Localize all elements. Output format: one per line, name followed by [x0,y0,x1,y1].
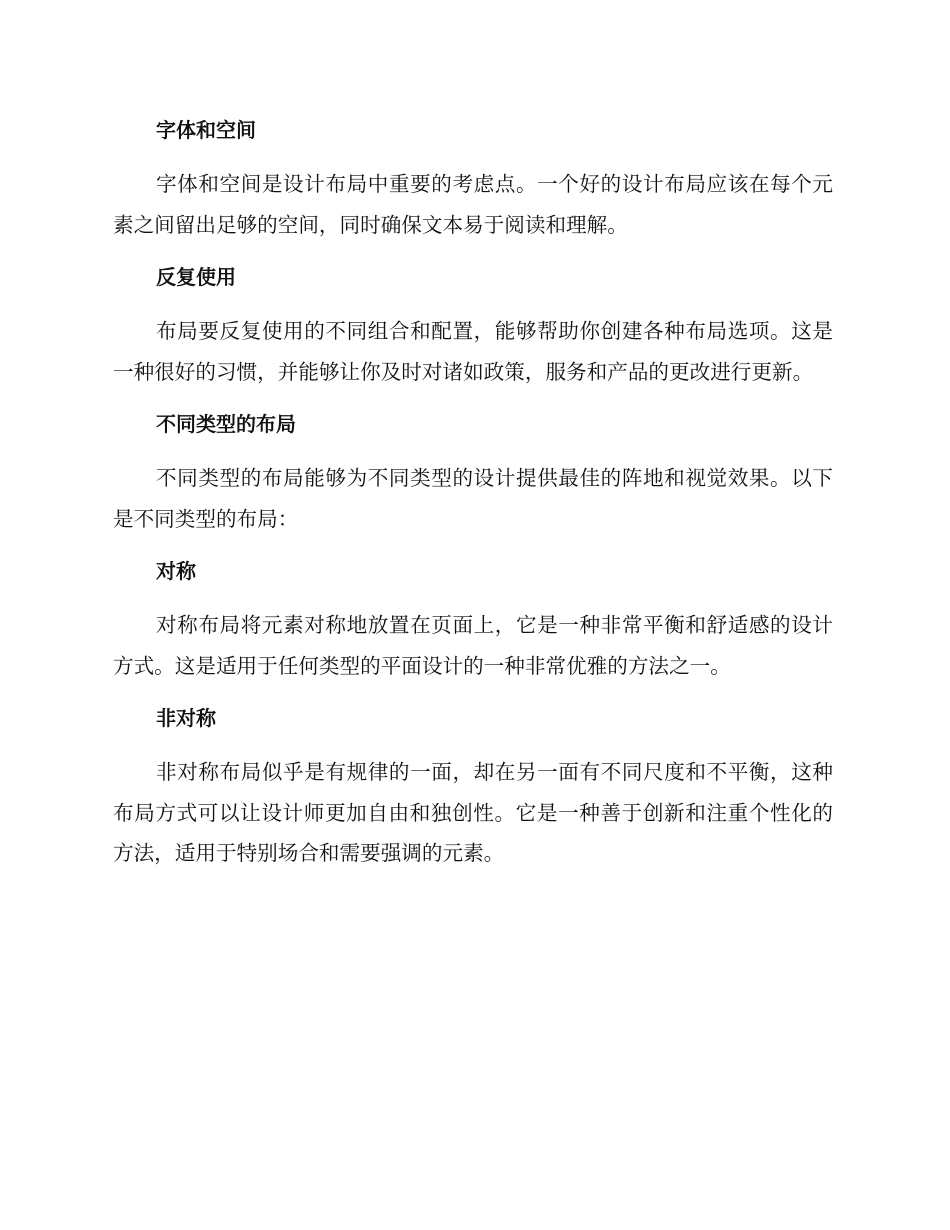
document-page [113,112,833,874]
section-paragraph-reuse: 布局要反复使用的不同组合和配置，能够帮助你创建各种布局选项。这是一种很好的习惯，并能够让你及时对诸如政策，服务和产品的更改进行更新。 [113,319,833,384]
section-heading-layout-types: 不同类型的布局 [156,412,296,436]
section-paragraph-symmetric: 对称布局将元素对称地放置在页面上，它是一种非常平衡和舒适感的设计方式。这是适用于任何类型的平面设计的一种非常优雅的方法之一。 [113,613,833,678]
section-heading-typography-spacing: 字体和空间 [156,118,256,142]
section-paragraph-typography-spacing: 字体和空间是设计布局中重要的考虑点。一个好的设计布局应该在每个元素之间留出足够的空间，同时确保文本易于阅读和理解。 [113,172,833,237]
section-paragraph-asymmetric: 非对称布局似乎是有规律的一面，却在另一面有不同尺度和不平衡，这种布局方式可以让设计师更加自由和独创性。它是一种善于创新和注重个性化的方法，适用于特别场合和需要强调的元素。 [113,760,833,865]
section-heading-asymmetric: 非对称 [156,706,216,730]
section-heading-reuse: 反复使用 [156,265,236,289]
section-heading-symmetric: 对称 [156,559,196,583]
section-paragraph-layout-types: 不同类型的布局能够为不同类型的设计提供最佳的阵地和视觉效果。以下是不同类型的布局： [113,466,833,531]
